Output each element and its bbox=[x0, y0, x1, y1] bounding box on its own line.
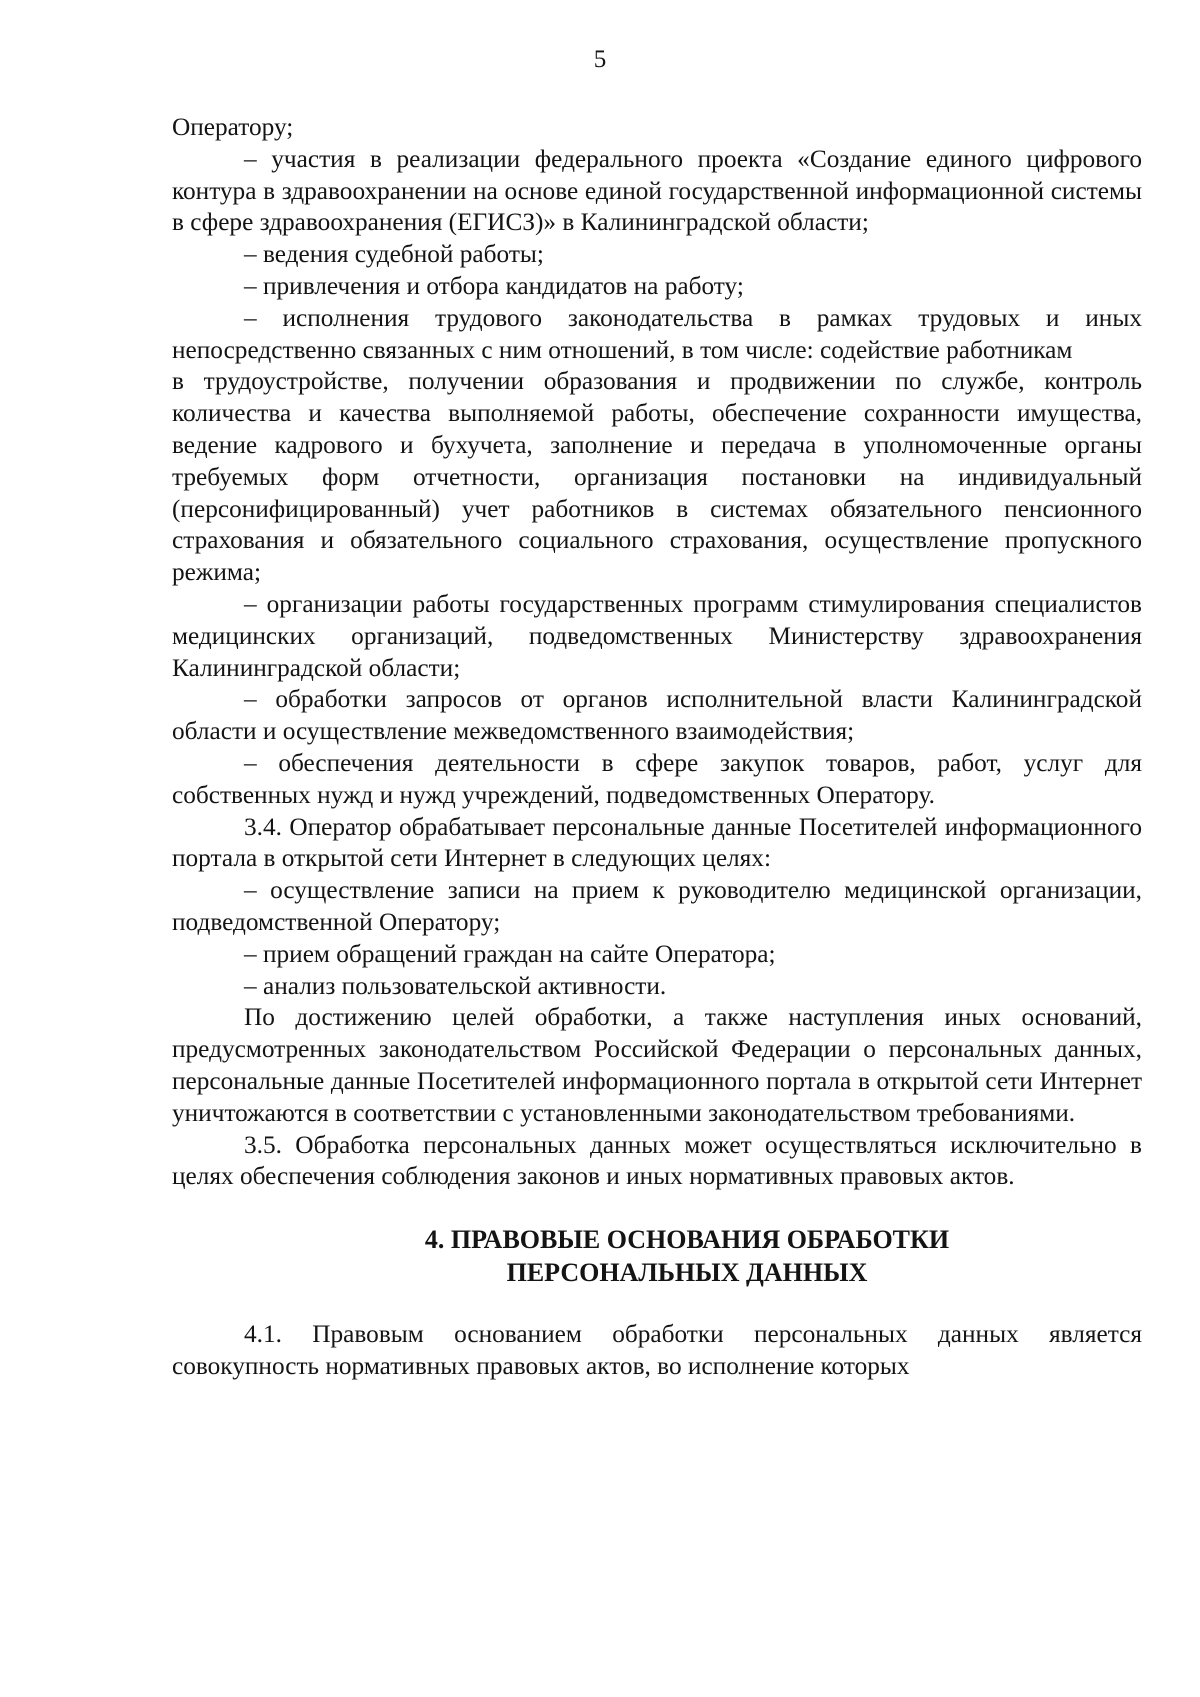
paragraph-data-destruction: По достижению целей обработки, а также наступления иных оснований, предусмотренных законодательством Российской Федерации о персональных данных, персональные данные Посетителей информационного портала в открытой сети Интернет уничтожаются в соответствии с установленными законодательством требованиями. bbox=[172, 1003, 1142, 1127]
document-body bbox=[172, 112, 1142, 1383]
paragraph-state-programs: – организации работы государственных программ стимулирования специалистов медицинских организаций, подведомственных Министерству здравоохранения Калининградской области; bbox=[172, 589, 1142, 682]
paragraph-3-5: 3.5. Обработка персональных данных может осуществляться исключительно в целях обеспечения соблюдения законов и иных нормативных правовых актов. bbox=[172, 1130, 1142, 1191]
paragraph-recruitment: – привлечения и отбора кандидатов на работу; bbox=[244, 271, 744, 300]
section-4-heading-line-1: 4. ПРАВОВЫЕ ОСНОВАНИЯ ОБРАБОТКИ bbox=[424, 1225, 950, 1255]
section-4-heading-line-2: ПЕРСОНАЛЬНЫХ ДАННЫХ bbox=[506, 1258, 868, 1288]
page-number: 5 bbox=[593, 46, 607, 73]
paragraph-requests: – обработки запросов от органов исполнительной власти Калининградской области и осуществление межведомственного взаимодействия; bbox=[172, 685, 1142, 746]
paragraph-appointments: – осуществление записи на прием к руководителю медицинской организации, подведомственной Оператору; bbox=[172, 876, 1142, 936]
paragraph-activity-analysis: – анализ пользовательской активности. bbox=[244, 971, 667, 1000]
paragraph-labor-law: – исполнения трудового законодательства в рамках трудовых и иных непосредственно связанных с ним отношений, в том числе: содействие работникам bbox=[172, 303, 1142, 364]
paragraph-3-4: 3.4. Оператор обрабатывает персональные данные Посетителей информационного портала в открытой сети Интернет в следующих целях: bbox=[172, 812, 1142, 873]
paragraph-operator-tail: Оператору; bbox=[172, 113, 294, 141]
paragraph-egisz: – участия в реализации федерального проекта «Создание единого цифрового контура в здравоохранении на основе единой государственной информационной системы в сфере здравоохранения (ЕГИСЗ)» в Калининградской области; bbox=[172, 144, 1142, 237]
paragraph-4-1: 4.1. Правовым основанием обработки персональных данных является совокупность нормативных правовых актов, во исполнение которых bbox=[172, 1320, 1142, 1380]
paragraph-court-work: – ведения судебной работы; bbox=[244, 240, 544, 269]
paragraph-labor-law-continued: в трудоустройстве, получении образования и продвижении по службе, контроль количества и качества выполняемой работы, обеспечение сохранности имущества, ведение кадрового и бухучета, заполнение и передача в уполномоченные органы требуемых форм отчетности, организация постановки на индивидуальный (персонифицированный) учет работников в системах обязательного пенсионного страхования и обязательного социального страхования, осуществление пропускного режима; bbox=[172, 367, 1142, 587]
paragraph-citizen-requests: – прием обращений граждан на сайте Оператора; bbox=[244, 939, 776, 968]
paragraph-procurement: – обеспечения деятельности в сфере закупок товаров, работ, услуг для собственных нужд и нужд учреждений, подведомственных Оператору. bbox=[172, 748, 1142, 809]
section-4-heading bbox=[172, 1223, 1142, 1289]
